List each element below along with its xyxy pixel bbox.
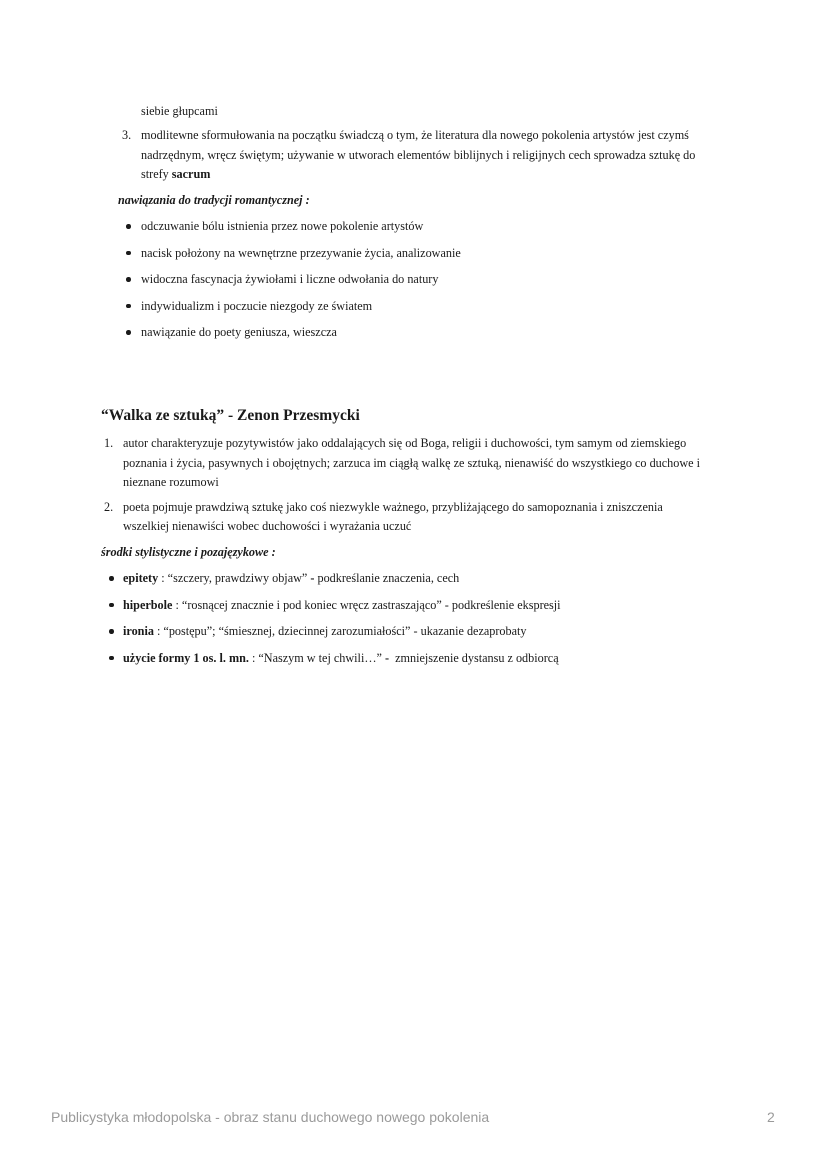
- bullet-icon: [109, 656, 114, 661]
- list-item: [141, 245, 741, 261]
- bold-term: epitety: [123, 571, 159, 585]
- list-item-text: odczuwanie bólu istnienia przez nowe pokolenie artystów: [141, 219, 424, 233]
- list-item-line: nieznane rozumowi: [123, 475, 219, 489]
- list-item-line: poeta pojmuje prawdziwą sztukę jako coś niezwykle ważnego, przybliżającego do samopoznania i zniszczenia: [123, 499, 663, 514]
- bullet-list-stylistic: [123, 570, 743, 676]
- bold-term: ironia: [123, 624, 154, 638]
- list-item-line: wszelkiej nienawiści wobec duchowości i wyrażania uczuć: [123, 519, 412, 533]
- list-item-text: nawiązanie do poety geniusza, wieszcza: [141, 325, 337, 339]
- numbered-list-continued: [122, 126, 731, 185]
- list-number: 1.: [104, 436, 114, 450]
- list-item-line: strefy: [141, 167, 172, 181]
- list-item: [141, 298, 741, 314]
- list-item-text: : “postępu”; “śmiesznej, dziecinnej zarozumiałości” - ukazanie dezaprobaty: [153, 624, 527, 638]
- list-item-line: modlitewne sformułowania na początku świadczą o tym, że literatura dla nowego pokolenia artystów jest czymś: [141, 128, 689, 142]
- list-item-text: zmniejszenie dystansu z odbiorcą: [389, 650, 559, 665]
- bullet-icon: [126, 224, 131, 229]
- bullet-icon: [126, 304, 131, 309]
- bullet-icon: [109, 629, 114, 634]
- bold-term: użycie formy 1 os. l. mn.: [123, 650, 249, 665]
- list-item: [123, 597, 743, 613]
- list-item-line: poznania i życia, pasywnych i obojętnych; zarzuca im ciągłą walkę ze sztuką, nienawiść do wszystkiego co duchowe i: [123, 455, 701, 470]
- list-item: [141, 324, 741, 340]
- list-item: [141, 271, 741, 287]
- list-item-text: nacisk położony na wewnętrzne przezywanie życia, analizowanie: [141, 245, 461, 260]
- page-number: 2: [767, 1109, 775, 1125]
- list-item-text: indywidualizm i poczucie niezgody ze światem: [141, 298, 373, 313]
- bullet-icon: [109, 576, 114, 581]
- bullet-icon: [126, 330, 131, 335]
- bold-term: sacrum: [171, 167, 211, 181]
- list-item-text: widoczna fascynacja żywiołami i liczne odwołania do natury: [141, 272, 439, 286]
- list-item-text: : “szczery, prawdziwy objaw”: [158, 571, 311, 585]
- bold-dash: -: [310, 571, 315, 585]
- list-item: [104, 434, 723, 493]
- bullet-icon: [126, 277, 131, 282]
- continuation-text: siebie głupcami: [141, 104, 218, 118]
- bullet-icon: [126, 251, 131, 256]
- bold-term: hiperbole: [123, 597, 173, 612]
- list-item: [104, 498, 723, 537]
- list-item-line: autor charakteryzuje pozytywistów jako oddalających się od Boga, religii i duchowości, tym samym od ziemskiego: [123, 436, 687, 450]
- list-item: [123, 650, 743, 666]
- list-item: [123, 623, 743, 639]
- list-item: [122, 126, 731, 185]
- subheading-romantic: nawiązania do tradycji romantycznej :: [118, 193, 310, 207]
- list-number: 3.: [122, 128, 132, 142]
- subheading-stylistic: środki stylistyczne i pozajęzykowe :: [101, 545, 276, 559]
- list-item-text: podkreślanie znaczenia, cech: [314, 571, 460, 585]
- list-number: 2.: [104, 499, 114, 514]
- section-title: “Walka ze sztuką” - Zenon Przesmycki: [101, 407, 360, 424]
- bullet-list-romantic: [141, 218, 741, 351]
- bullet-icon: [109, 603, 114, 608]
- list-item: [141, 218, 741, 234]
- numbered-list-section: [104, 434, 723, 542]
- list-item-text: : “rosnącej znacznie i pod koniec wręcz zastraszająco” - podkreślenie ekspresji: [172, 597, 561, 612]
- bold-dash: -: [384, 650, 390, 665]
- footer-title: Publicystyka młodopolska - obraz stanu duchowego nowego pokolenia: [51, 1109, 490, 1125]
- list-item-text: : “Naszym w tej chwili…”: [248, 650, 385, 665]
- list-item-line: nadrzędnym, wręcz świętym; używanie w utworach elementów biblijnych i religijnych cech sprowadza sztukę do: [141, 147, 696, 162]
- list-item: [123, 570, 743, 586]
